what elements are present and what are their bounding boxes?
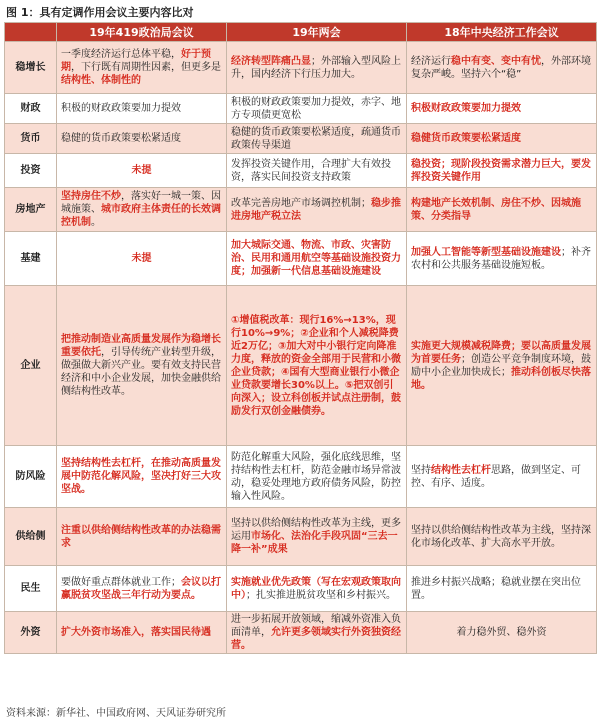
row-label: 财政	[5, 94, 57, 124]
table-header-row	[5, 23, 597, 42]
highlight-text: 实施就业优先政策（写在宏观政策取向中）	[231, 576, 401, 601]
table-cell	[407, 188, 597, 232]
cell-text: 坚持以供给侧结构性改革为主线，坚持深化市场化改革、扩大高水平开放。	[411, 524, 591, 549]
table-cell	[227, 42, 407, 94]
table-cell	[407, 612, 597, 654]
table-cell	[57, 42, 227, 94]
table-body	[5, 42, 597, 654]
table-row	[5, 612, 597, 654]
table-row	[5, 154, 597, 188]
header-two-sessions: 19年两会	[227, 23, 407, 42]
highlight-text: 扩大外资市场准入，落实国民待遇	[61, 627, 211, 638]
table-cell	[227, 566, 407, 612]
table-cell	[57, 154, 227, 188]
highlight-text: 好于预期	[61, 49, 211, 73]
table-cell	[57, 124, 227, 154]
table-cell	[57, 94, 227, 124]
table-cell	[57, 566, 227, 612]
highlight-text: 推动科创板尽快落地。	[411, 366, 591, 391]
cell-text: 发挥投资关键作用，合理扩大有效投资，落实民间投资支持政策	[231, 158, 391, 183]
table-cell	[407, 508, 597, 566]
highlight-text: 经济转型阵痛凸显	[231, 55, 311, 67]
highlight-text: 稳健货币政策要松紧适度	[411, 133, 521, 144]
figure-caption: 图 1：具有定调作用会议主要内容比对	[6, 6, 194, 19]
cell-text: 。	[91, 217, 101, 228]
cell-text: 一季度经济运行总体平稳，	[61, 49, 181, 60]
table-cell	[57, 188, 227, 232]
table-row	[5, 446, 597, 508]
highlight-text: 允许更多领域实行外资独资经营。	[231, 627, 401, 651]
highlight-text: 实施更大规模减税降费；要以高质量发展为首要任务	[411, 340, 591, 365]
cell-text: 思路，做到坚定、可控、有序、适度。	[411, 464, 581, 489]
table-cell	[227, 612, 407, 654]
cell-text: ；外部输入型风险上升，国内经济下行压力加大。	[231, 55, 401, 80]
table-cell	[407, 154, 597, 188]
table-cell	[407, 286, 597, 446]
table-row	[5, 286, 597, 446]
cell-text: 稳健的货币政策要松紧适度，疏通货币政策传导渠道	[231, 126, 401, 151]
row-label: 房地产	[5, 188, 57, 232]
highlight-text: 未提	[131, 253, 152, 264]
cell-text: ；补齐农村和公共服务基础设施短板。	[411, 246, 591, 271]
cell-text: 着力稳外贸、稳外资	[456, 627, 547, 638]
cell-text: 要做好重点群体就业工作；	[61, 576, 181, 588]
table-cell	[227, 124, 407, 154]
table-cell	[407, 446, 597, 508]
cell-text: ，落实好一城一策、因城施策、	[61, 191, 221, 215]
highlight-text: 结构性、体制性的	[61, 75, 141, 86]
table-cell	[227, 232, 407, 286]
table-cell	[407, 94, 597, 124]
highlight-text: 未提	[131, 165, 152, 176]
row-label: 企业	[5, 286, 57, 446]
row-label: 投资	[5, 154, 57, 188]
cell-text: ，引导传统产业转型升级，做强做大新兴产业。要有效支持民营经济和中小企业发展，加快金融供给侧结构性改革。	[61, 347, 221, 397]
table-row	[5, 94, 597, 124]
cell-text: 防范化解重大风险，强化底线思维，坚持结构性去杠杆，防范金融市场异常波动，稳妥处理地方政府债务风险，防控输入性风险。	[231, 451, 401, 502]
highlight-text: 稳步推进房地产税立法	[231, 197, 401, 222]
row-label: 供给侧	[5, 508, 57, 566]
cell-text: 进一步拓展开放领域，缩减外资准入负面清单，	[231, 614, 401, 638]
highlight-text: 市场化、法治化手段巩固“三去一降一补”成果	[231, 531, 398, 555]
table-cell	[407, 232, 597, 286]
cell-text: 积极的财政政策要加力提效	[61, 103, 181, 114]
table-row	[5, 566, 597, 612]
row-label: 防风险	[5, 446, 57, 508]
header-corner	[5, 23, 57, 42]
highlight-text: 加大城际交通、物流、市政、灾害防治、民用和通用航空等基础设施投资力度；加强新一代信息基础设施建设	[231, 240, 401, 277]
cell-text: ；创造公平竞争制度环境，鼓励中小企业加快成长；	[411, 353, 591, 378]
source-note: 资料来源：新华社、中国政府网、天风证券研究所	[6, 708, 226, 719]
row-label: 基建	[5, 232, 57, 286]
table-cell	[227, 446, 407, 508]
highlight-text: ①增值税改革：现行16%→13%，现行10%→9%；②企业和个人减税降费近2万亿；③加大对中小银行定向降准力度，释放的资金全部用于民营和小微企业贷款；④国有大型商业银行小微企业贷款要增长30%以上。⑤把双创引向深入；设立科创板并试点注册制，鼓励发行双创金融债券。	[231, 314, 401, 417]
header-419-meeting: 19年419政治局会议	[57, 23, 227, 42]
cell-text: 积极的财政政策要加力提效，赤字、地方专项债更宽松	[231, 96, 401, 121]
table-row	[5, 42, 597, 94]
table-cell	[407, 42, 597, 94]
table-row	[5, 188, 597, 232]
table-row	[5, 508, 597, 566]
cell-text: ，下行既有周期性因素，但更多是	[71, 62, 221, 73]
cell-text: 推进乡村振兴战略；稳就业摆在突出位置。	[411, 576, 581, 601]
table-cell	[57, 286, 227, 446]
table-cell	[57, 446, 227, 508]
highlight-text: 把推动制造业高质量发展作为稳增长重要依托	[61, 334, 221, 358]
table-cell	[57, 508, 227, 566]
cell-text: 坚持以供给侧结构性改革为主线，更多运用	[231, 518, 401, 542]
highlight-text: 稳投资；现阶段投资需求潜力巨大，要发挥投资关键作用	[411, 158, 591, 183]
table-cell	[57, 232, 227, 286]
row-label: 稳增长	[5, 42, 57, 94]
table-cell	[227, 154, 407, 188]
highlight-text: 坚持结构性去杠杆，在推动高质量发展中防范化解风险，坚决打好三大攻坚战。	[61, 458, 221, 495]
cell-text: 坚持	[411, 464, 431, 476]
cell-text: ；扎实推进脱贫攻坚和乡村振兴。	[246, 589, 396, 601]
comparison-table	[4, 22, 597, 654]
table-row	[5, 124, 597, 154]
table-cell	[407, 566, 597, 612]
table-cell	[227, 508, 407, 566]
row-label: 货币	[5, 124, 57, 154]
cell-text: ，外部环境复杂严峻。坚持六个“稳”	[411, 55, 591, 80]
row-label: 外资	[5, 612, 57, 654]
highlight-text: 构建地产长效机制、房住不炒、因城施策、分类指导	[411, 197, 581, 222]
table-cell	[227, 286, 407, 446]
highlight-text: 结构性去杠杆	[431, 464, 491, 476]
highlight-text: 会议以打赢脱贫攻坚战三年行动为要点。	[61, 576, 221, 601]
row-label: 民生	[5, 566, 57, 612]
highlight-text: 城市政府主体责任的长效调控机制	[61, 204, 221, 228]
table-cell	[227, 94, 407, 124]
highlight-text: 加强人工智能等新型基础设施建设	[411, 246, 561, 258]
header-economic-work-conference: 18年中央经济工作会议	[407, 23, 597, 42]
table-row	[5, 232, 597, 286]
cell-text: 改革完善房地产市场调控机制；	[231, 197, 371, 209]
cell-text: 稳健的货币政策要松紧适度	[61, 133, 181, 144]
table-cell	[227, 188, 407, 232]
highlight-text: 坚持房住不炒	[61, 191, 121, 202]
highlight-text: 注重以供给侧结构性改革的办法稳需求	[61, 524, 221, 549]
table-cell	[407, 124, 597, 154]
highlight-text: 积极财政政策要加力提效	[411, 103, 521, 114]
cell-text: 经济运行	[411, 55, 451, 67]
highlight-text: 稳中有变、变中有忧	[451, 55, 541, 67]
table-cell	[57, 612, 227, 654]
